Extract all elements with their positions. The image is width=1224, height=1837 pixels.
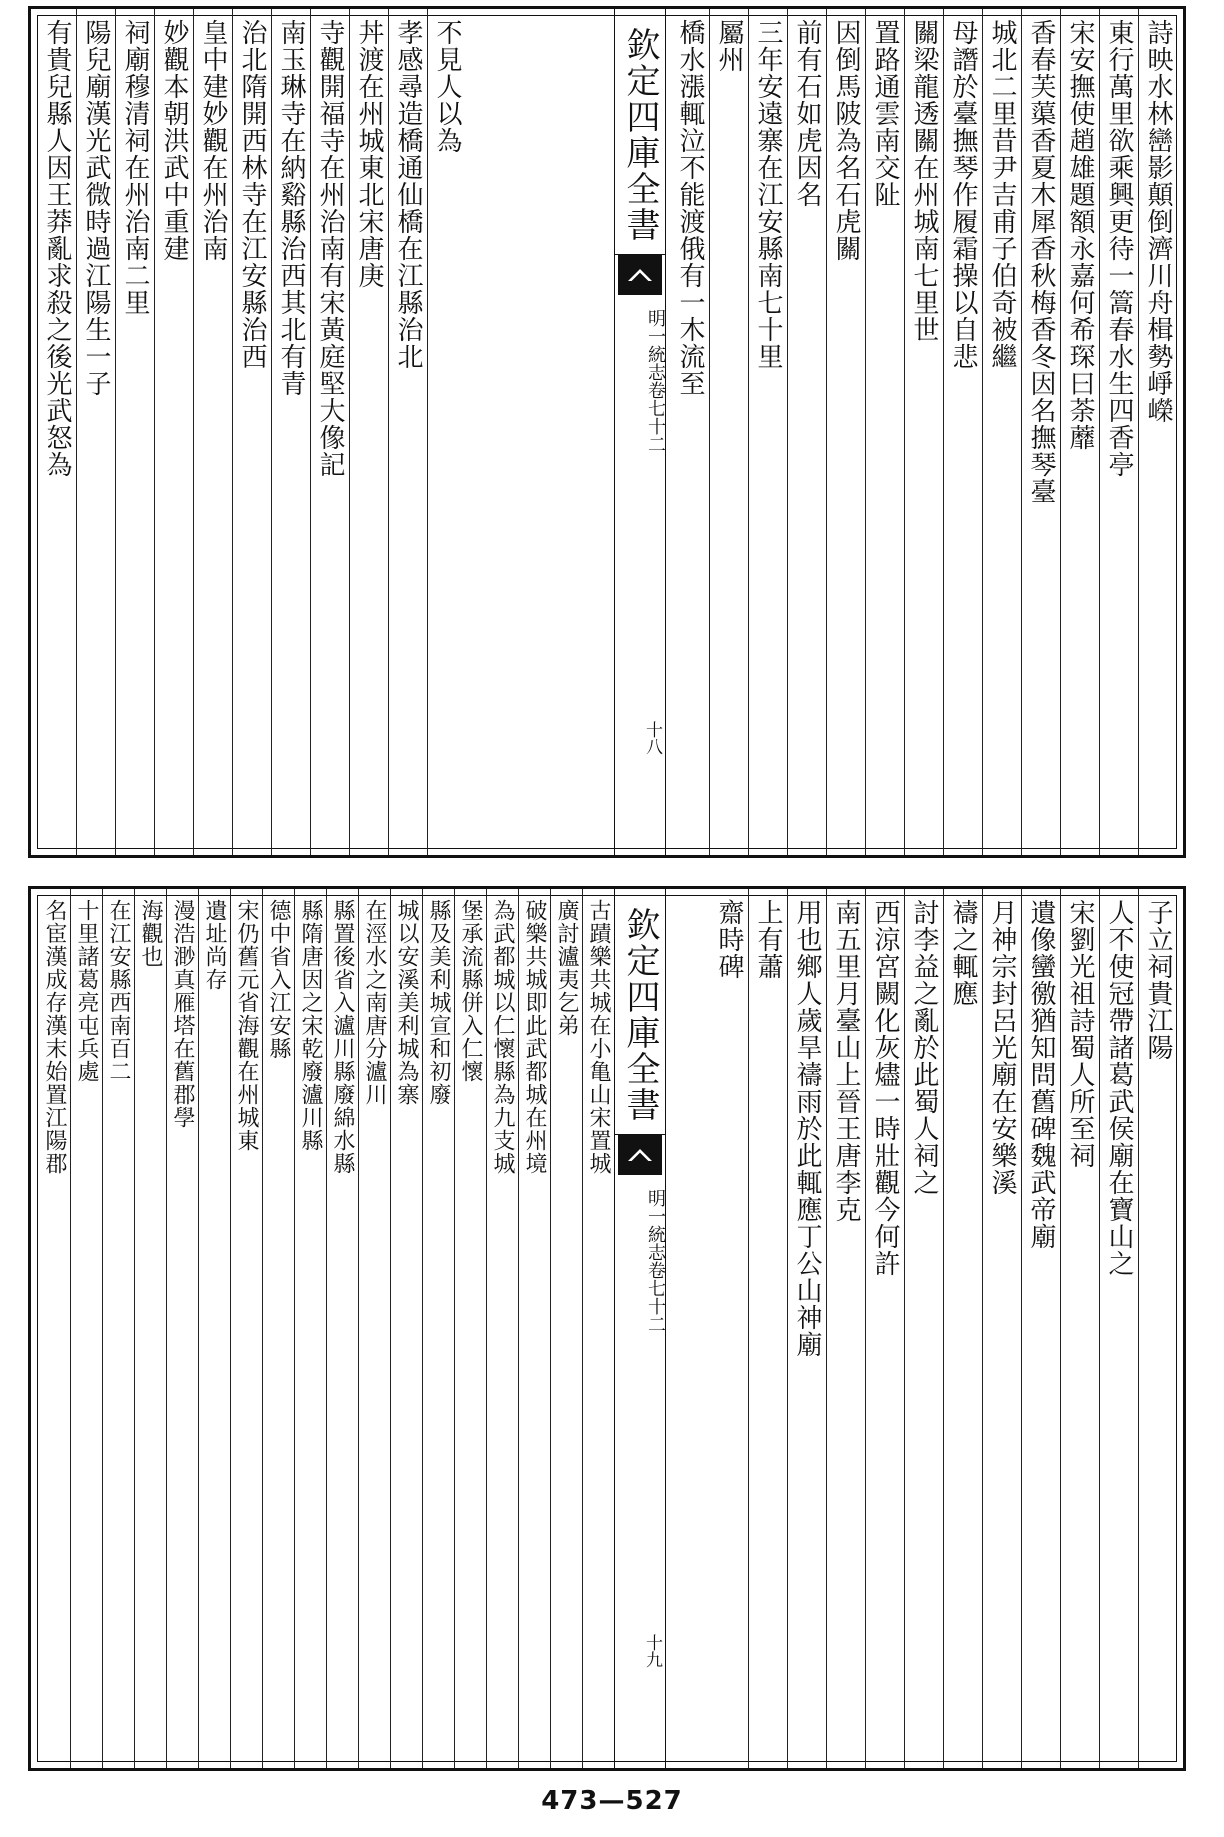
- text-column: 詩映水林巒影顛倒濟川舟楫勢崢嶸: [1138, 9, 1177, 855]
- text-column: 因倒馬陂為名石虎關: [826, 9, 865, 855]
- top-page-frame: [28, 6, 1186, 858]
- top-left-text-block: [37, 9, 466, 855]
- text-column: 陽兒廟漢光武微時過江陽生一子: [76, 9, 115, 855]
- text-column: 香春芙蕖香夏木犀香秋梅香冬因名撫琴臺: [1021, 9, 1060, 855]
- text-column: 廣討瀘夷乞弟: [550, 889, 582, 1768]
- text-column: 關梁龍透關在州城南七里世: [904, 9, 943, 855]
- text-column: 人不使冠帶諸葛武侯廟在寶山之: [1099, 889, 1138, 1768]
- text-column: 祠廟穆清祠在州治南二里: [115, 9, 154, 855]
- text-column: 前有石如虎因名: [787, 9, 826, 855]
- leaf-number: 十八: [642, 721, 662, 755]
- text-column: 宋劉光祖詩蜀人所至祠: [1060, 889, 1099, 1768]
- volume-number: 卷七十二: [645, 1261, 666, 1333]
- volume-info: [615, 1189, 665, 1333]
- text-column: 屬州: [709, 9, 748, 855]
- bottom-left-text-block: [37, 889, 614, 1768]
- text-column: 名宦漢成存漢末始置江陽郡: [42, 899, 67, 1175]
- text-column: 縣隋唐因之宋乾廢瀘川縣: [294, 889, 326, 1768]
- text-column: 在涇水之南唐分瀘川: [358, 889, 390, 1768]
- text-column: 破樂共城即此武都城在州境: [518, 889, 550, 1768]
- text-column: 堡承流縣併入仁懷: [454, 889, 486, 1768]
- text-column: 縣置後省入瀘川縣廢綿水縣: [326, 889, 358, 1768]
- text-column: 在江安縣西南百二: [102, 889, 134, 1768]
- text-column: 城北二里昔尹吉甫子伯奇被繼: [982, 9, 1021, 855]
- text-column: 十里諸葛亮屯兵處: [70, 889, 102, 1768]
- page-number: 473—527: [541, 1786, 683, 1816]
- text-column: 城以安溪美利城為寨: [390, 889, 422, 1768]
- text-column: 遺址尚存: [198, 889, 230, 1768]
- book-title: 欽定四庫全書: [615, 889, 665, 1135]
- text-column: 德中省入江安縣: [262, 889, 294, 1768]
- text-column: 母譖於臺撫琴作履霜操以自悲: [943, 9, 982, 855]
- section-title: 明一統志: [645, 309, 666, 381]
- fish-tail-mark-icon: [618, 1135, 662, 1175]
- text-column: 有貴兒縣人因王莽亂求殺之後光武怒為: [42, 19, 72, 478]
- volume-number: 卷七十二: [645, 381, 666, 453]
- text-column: 上有蕭: [748, 889, 787, 1768]
- text-column: 孝感尋造橋通仙橋在江縣治北: [388, 9, 427, 855]
- text-column: 南五里月臺山上晉王唐李克: [826, 889, 865, 1768]
- book-title: 欽定四庫全書: [615, 9, 665, 255]
- text-column: 橋水漲輒泣不能渡俄有一木流至: [675, 19, 705, 397]
- section-title: 明一統志: [645, 1189, 666, 1261]
- top-center-fold: [614, 9, 666, 855]
- text-column: 討李益之亂於此蜀人祠之: [904, 889, 943, 1768]
- text-column: 丼渡在州城東北宋唐庚: [349, 9, 388, 855]
- leaf-number: 十九: [642, 1634, 662, 1668]
- text-column: 治北隋開西林寺在江安縣治西: [232, 9, 271, 855]
- text-column: 子立祠貴江陽: [1138, 889, 1177, 1768]
- text-column: 皇中建妙觀在州治南: [193, 9, 232, 855]
- volume-info: [615, 309, 665, 453]
- text-column: 漫浩渺真雁塔在舊郡學: [166, 889, 198, 1768]
- text-column: 南玉琳寺在納谿縣治西其北有青: [271, 9, 310, 855]
- text-column: 古蹟樂共城在小亀山宋置城: [582, 889, 614, 1768]
- bottom-page-frame: [28, 886, 1186, 1771]
- text-column: 用也鄉人歲旱禱雨於此輒應丁公山神廟: [787, 889, 826, 1768]
- text-column: 東行萬里欲乘興更待一篙春水生四香亭: [1099, 9, 1138, 855]
- text-column: 海觀也: [134, 889, 166, 1768]
- bottom-center-fold: [614, 889, 666, 1768]
- text-column: 妙觀本朝洪武中重建: [154, 9, 193, 855]
- text-column: 置路通雲南交阯: [865, 9, 904, 855]
- text-column: 宋仍舊元省海觀在州城東: [230, 889, 262, 1768]
- top-right-text-block: [670, 9, 1177, 855]
- bottom-right-text-block: [709, 889, 1177, 1768]
- fish-tail-mark-icon: [618, 255, 662, 295]
- text-column: 齋時碑: [714, 899, 744, 980]
- text-column: 月神宗封呂光廟在安樂溪: [982, 889, 1021, 1768]
- text-column: 縣及美利城宣和初廢: [422, 889, 454, 1768]
- text-column: 寺觀開福寺在州治南有宋黃庭堅大像記: [310, 9, 349, 855]
- text-column: 禱之輒應: [943, 889, 982, 1768]
- text-column: 西涼宮闕化灰燼一時壯觀今何許: [865, 889, 904, 1768]
- text-column: 為武都城以仁懷縣為九支城: [486, 889, 518, 1768]
- text-column: 遺像蠻徼猶知問舊碑魏武帝廟: [1021, 889, 1060, 1768]
- text-column: 不見人以為: [427, 9, 466, 855]
- text-column: 三年安遠寨在江安縣南七十里: [748, 9, 787, 855]
- text-column: 宋安撫使趙雄題額永嘉何希琛曰荼蘼: [1060, 9, 1099, 855]
